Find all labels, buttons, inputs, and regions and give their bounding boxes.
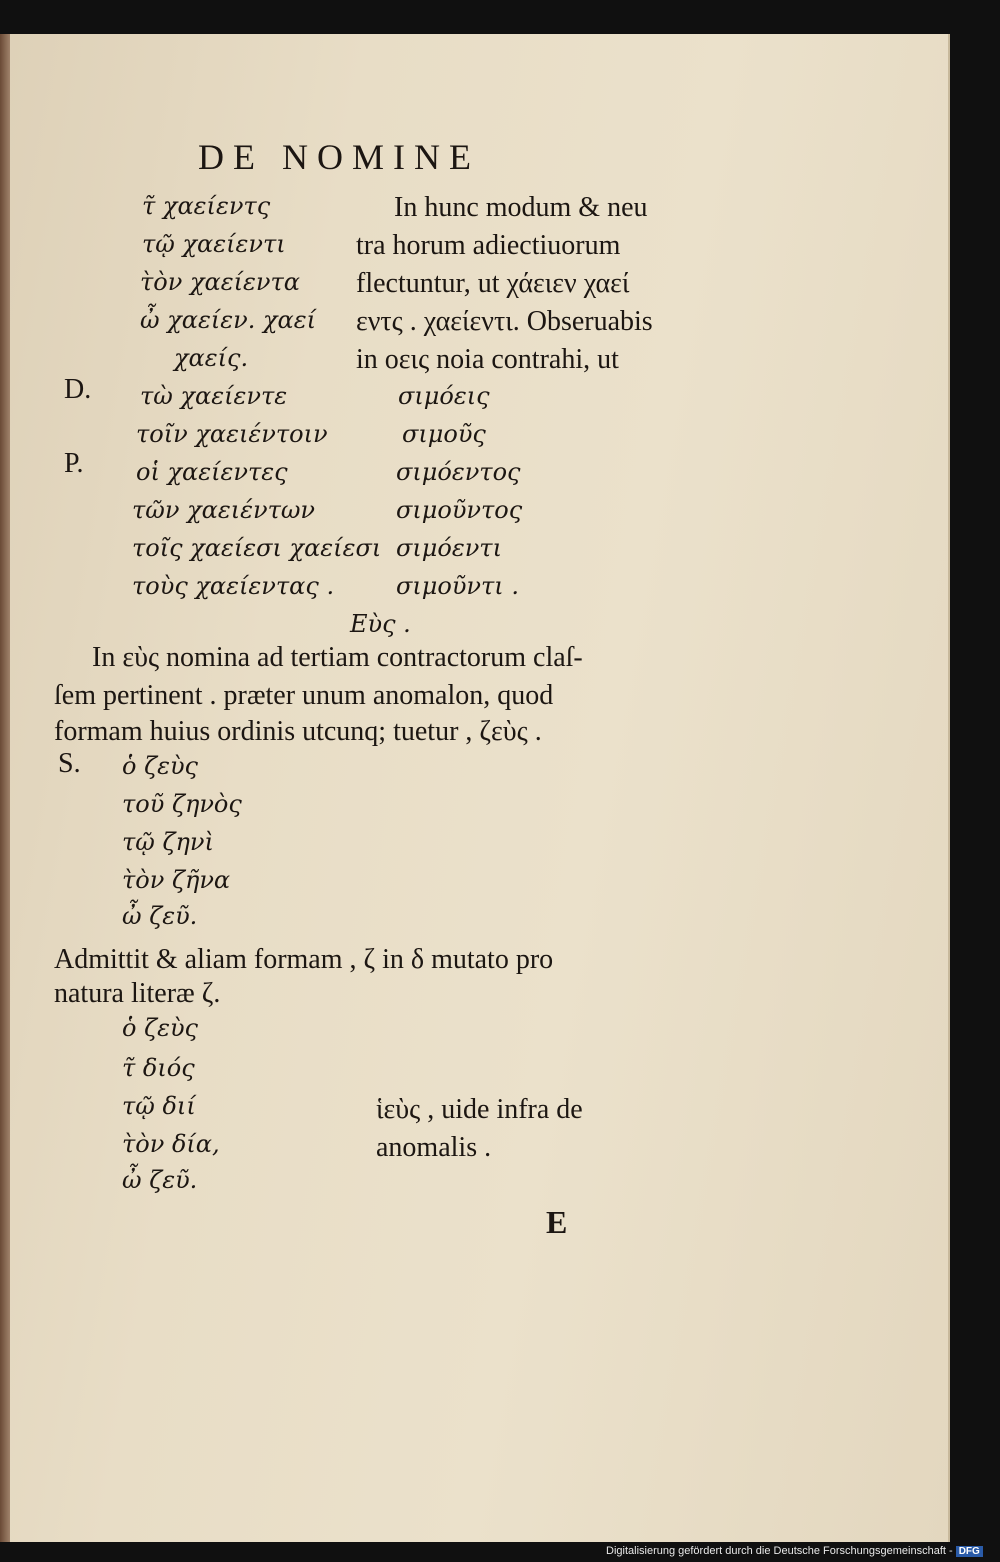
digitization-footer — [606, 1545, 983, 1557]
greek-line: τ̀ὸν χαείεντα — [140, 268, 300, 296]
section-title: Εὺς . — [350, 610, 411, 638]
greek-line: ὁ ζεὺς — [122, 752, 198, 780]
side-note-line: ἱεὺς , uide infra de — [376, 1094, 583, 1125]
greek-line: σιμοῦντι . — [396, 572, 519, 600]
latin-line: εντς . χαείεντι. Obseruabis — [356, 306, 653, 337]
latin-line: in οεις noia contrahi, ut — [356, 344, 619, 375]
footer-text: Digitalisierung gefördert durch die Deutsche Forschungsgemeinschaft - — [606, 1545, 953, 1557]
greek-line: τ̃ χαείεντς — [142, 192, 271, 220]
greek-line: οἱ χαείεντες — [136, 458, 288, 486]
greek-line: τῷ ζηνὶ — [122, 828, 214, 856]
greek-line: τοὺς χαείεντας . — [132, 572, 335, 600]
plural-label: P. — [64, 448, 84, 479]
greek-line: τοῖς χαείεσι χαείεσι — [132, 534, 382, 562]
greek-line: σιμόεις — [398, 382, 490, 410]
greek-line: τοῦ ζηνὸς — [122, 790, 242, 818]
greek-line: χαείς. — [174, 344, 249, 372]
dfg-logo: DFG — [956, 1546, 983, 1557]
paragraph-line: ſem pertinent . præter unum anomalon, quod — [54, 680, 554, 711]
greek-line: τὼ χαείεντε — [140, 382, 288, 410]
signature-mark: E — [546, 1204, 568, 1240]
greek-line: ὦ ζεῦ. — [122, 902, 198, 930]
greek-line: σιμοῦς — [402, 420, 486, 448]
paragraph-line: Admittit & aliam formam , ζ in δ mutato pro — [54, 944, 554, 975]
greek-line: σιμόεντος — [396, 458, 521, 486]
greek-line: ὦ χαείεν. χαεί — [140, 306, 317, 334]
latin-line: In hunc modum & neu — [394, 192, 648, 223]
greek-line: σιμοῦντος — [396, 496, 523, 524]
singular-label: S. — [58, 748, 81, 779]
greek-line: τ̀ὸν δία, — [122, 1130, 220, 1158]
greek-line: τῷ διί — [122, 1092, 196, 1120]
greek-line: τῶν χαειέντων — [132, 496, 316, 524]
latin-line: tra horum adiectiuorum — [356, 230, 621, 261]
paragraph-line: formam huius ordinis utcunq; tuetur , ζεὺς . — [54, 716, 542, 747]
greek-line: ὦ ζεῦ. — [122, 1166, 198, 1194]
greek-line: ὁ ζεὺς — [122, 1014, 198, 1042]
latin-line: flectuntur, ut χάειεν χαεί — [356, 268, 630, 299]
dual-label: D. — [64, 374, 92, 405]
greek-line: τ̀ὸν ζῆνα — [122, 866, 231, 894]
side-note-line: anomalis . — [376, 1132, 492, 1163]
running-header: DE NOMINE — [198, 137, 480, 177]
greek-line: τ̃ διός — [122, 1054, 195, 1082]
greek-line: σιμόεντι — [396, 534, 502, 562]
paragraph-line: natura literæ ζ. — [54, 978, 221, 1009]
greek-line: τοῖν χαειέντοιν — [136, 420, 328, 448]
greek-line: τῷ χαείεντι — [142, 230, 286, 258]
paragraph-line: In εὺς nomina ad tertiam contractorum claſ- — [92, 642, 583, 673]
